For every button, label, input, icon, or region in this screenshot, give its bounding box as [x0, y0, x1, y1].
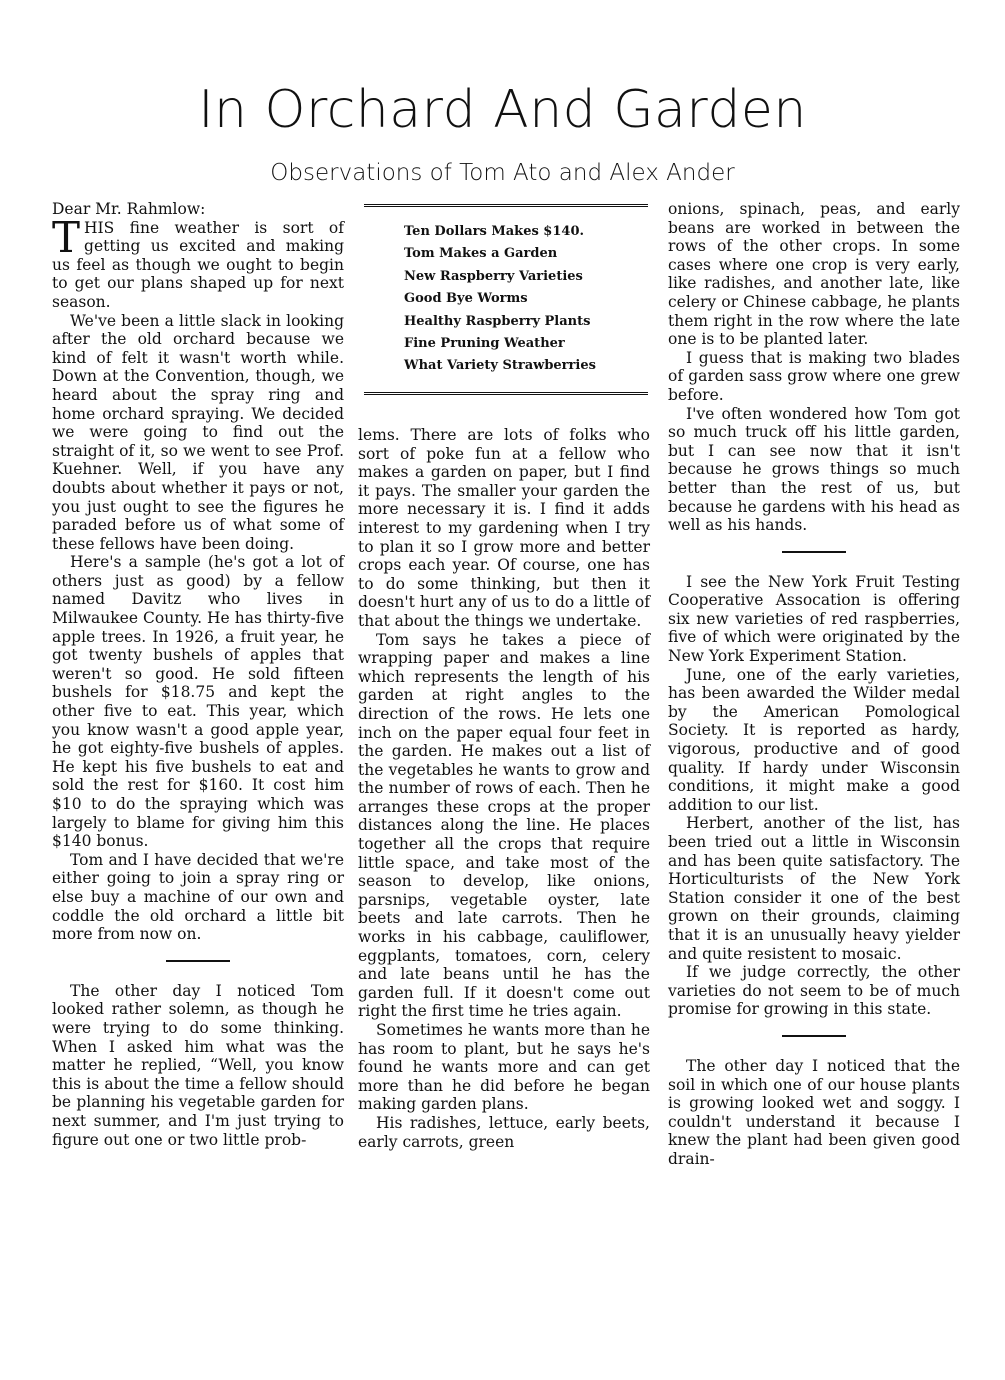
paragraph: I see the New York Fruit Testing Cooperative Assocation is offering six new varieties of red raspberries, five of which were originated by the New York Experiment Station. — [668, 572, 960, 666]
article-subtitle: Observations of Tom Ato and Alex Ander — [270, 160, 735, 186]
paragraph: Tom says he takes a piece of wrapping paper and makes a line which represents the length of his garden at right angles to the direction of the rows. He lets one inch on the paper equal four feet in the garden. He makes out a list of the vegetables he wants to grow and the number of rows of each. Then he arranges these crops at the proper distances along the line. He places together all the crops that require little space, and take most of the season to develop, like onions, parsnips, vegetable oyster, late beets and late carrots. Then he works in his cabbage, cauliflower, eggplants, tomatoes, corn, celery and late beans until he has the garden full. If it doesn't come out right the first time he tries again. — [358, 630, 650, 1021]
article-title: In Orchard And Garden — [198, 80, 807, 140]
paragraph: onions, spinach, peas, and early beans are worked in between the rows of the other crops. In some cases where one crop is very early, like radishes, and another late, like celery or Chinese cabbage, he plants them right in the row where the late one is to be planted later. — [668, 200, 960, 349]
paragraph: Here's a sample (he's got a lot of others just as good) by a fellow named Davitz who lives in Milwaukee County. He has thirty-five apple trees. In 1926, a fruit year, he got twenty bushels of apples that weren't so good. He sold fifteen bushels for $18.75 and kept the other five to eat. This year, which you know wasn't a good apple year, he got eighty-five bushels of apples. He kept his five bushels to eat and sold the rest for $160. It cost him $10 to do the spraying which was largely to blame for giving him this $140 bonus. — [52, 553, 344, 851]
section-divider — [166, 960, 230, 962]
paragraph — [52, 212, 344, 312]
contents-item: Tom Makes a Garden — [404, 246, 558, 262]
contents-bottom-rule — [364, 392, 648, 395]
paragraph: We've been a little slack in looking after the old orchard because we kind of felt it wasn't worth while. Down at the Convention, though, we heard about the spray ring and home orchard spraying. We decided we were going to find out the straight of it, so we went to see Prof. Kuehner. Well, if you have any doubts about whether it pays or not, you just ought to see the figures he paraded before us of what some of these fellows have been doing. — [52, 311, 344, 553]
paragraph: If we judge correctly, the other varieties do not seem to be of much promise for growing in this state. — [668, 963, 960, 1019]
paragraph: June, one of the early varieties, has been awarded the Wilder medal by the American Pomological Society. It is reported as hardy, vigorous, productive and of good quality. If hardy under Wisconsin conditions, it might make a good addition to our list. — [668, 665, 960, 814]
paragraph: Sometimes he wants more than he has room to plant, but he says he's found he wants more and can get more than he did before he began making garden plans. — [358, 1021, 650, 1114]
paragraph: Herbert, another of the list, has been tried out a little in Wisconsin and has been quite satisfactory. The Horticulturists of the New York Station consider it one of the best grown on their grounds, claiming that it is an unusually heavy yielder and quite resistent to mosaic. — [668, 814, 960, 963]
paragraph: The other day I noticed that the soil in which one of our house plants is growing looked wet and soggy. I couldn't understand it because I knew the plant had been given good drain- — [668, 1056, 960, 1168]
contents-item: Ten Dollars Makes $140. — [404, 224, 585, 239]
contents-item: What Variety Strawberries — [404, 358, 596, 374]
paragraph: lems. There are lots of folks who sort of poke fun at a fellow who makes a garden on paper, but I find it pays. The smaller your garden the more necessary it is. I find it adds interest to my gardening when I try to plan it so I grow more and better crops each year. Of course, one has to do some thinking, but then it doesn't hurt any of us to do a little of that about the things we undertake. — [358, 426, 650, 630]
salutation: Dear Mr. Rahmlow: — [52, 200, 206, 218]
contents-item: New Raspberry Varieties — [404, 268, 583, 284]
column-1 — [52, 200, 344, 1149]
contents-top-rule — [364, 204, 648, 207]
section-divider — [782, 551, 846, 553]
paragraph: His radishes, lettuce, early beets, early carrots, green — [358, 1113, 650, 1151]
paragraph: The other day I noticed Tom looked rather solemn, as though he were trying to do some thinking. When I asked him what was the matter he replied, “Well, you know this is about the time a fellow should be planning his vegetable garden for next summer, and I'm just trying to figure out one or two little prob- — [52, 981, 344, 1149]
column-2 — [358, 426, 650, 1151]
column-3 — [668, 200, 960, 1169]
paragraph: Tom and I have decided that we're either going to join a spray ring or else buy a machine of our own and coddle the old orchard a little bit more from now on. — [52, 850, 344, 944]
contents-list — [404, 221, 648, 378]
contents-item: Good Bye Worms — [404, 291, 528, 307]
paragraph: I guess that is making two blades of garden sass grow where one grew before. — [668, 348, 960, 404]
drop-cap: T — [52, 212, 81, 262]
contents-item: Fine Pruning Weather — [404, 336, 565, 352]
contents-item: Healthy Raspberry Plants — [404, 313, 591, 329]
section-divider — [782, 1035, 846, 1037]
paragraph: I've often wondered how Tom got so much truck off his little garden, but I can see now that it isn't because he grows things so much better than the rest of us, but because he gardens with his head as well as his hands. — [668, 404, 960, 535]
paragraph-text: HIS fine weather is sort of getting us excited and making us feel as though we ought to begin to get our plans shaped up for next season. — [52, 218, 344, 311]
contents-box — [364, 204, 648, 395]
